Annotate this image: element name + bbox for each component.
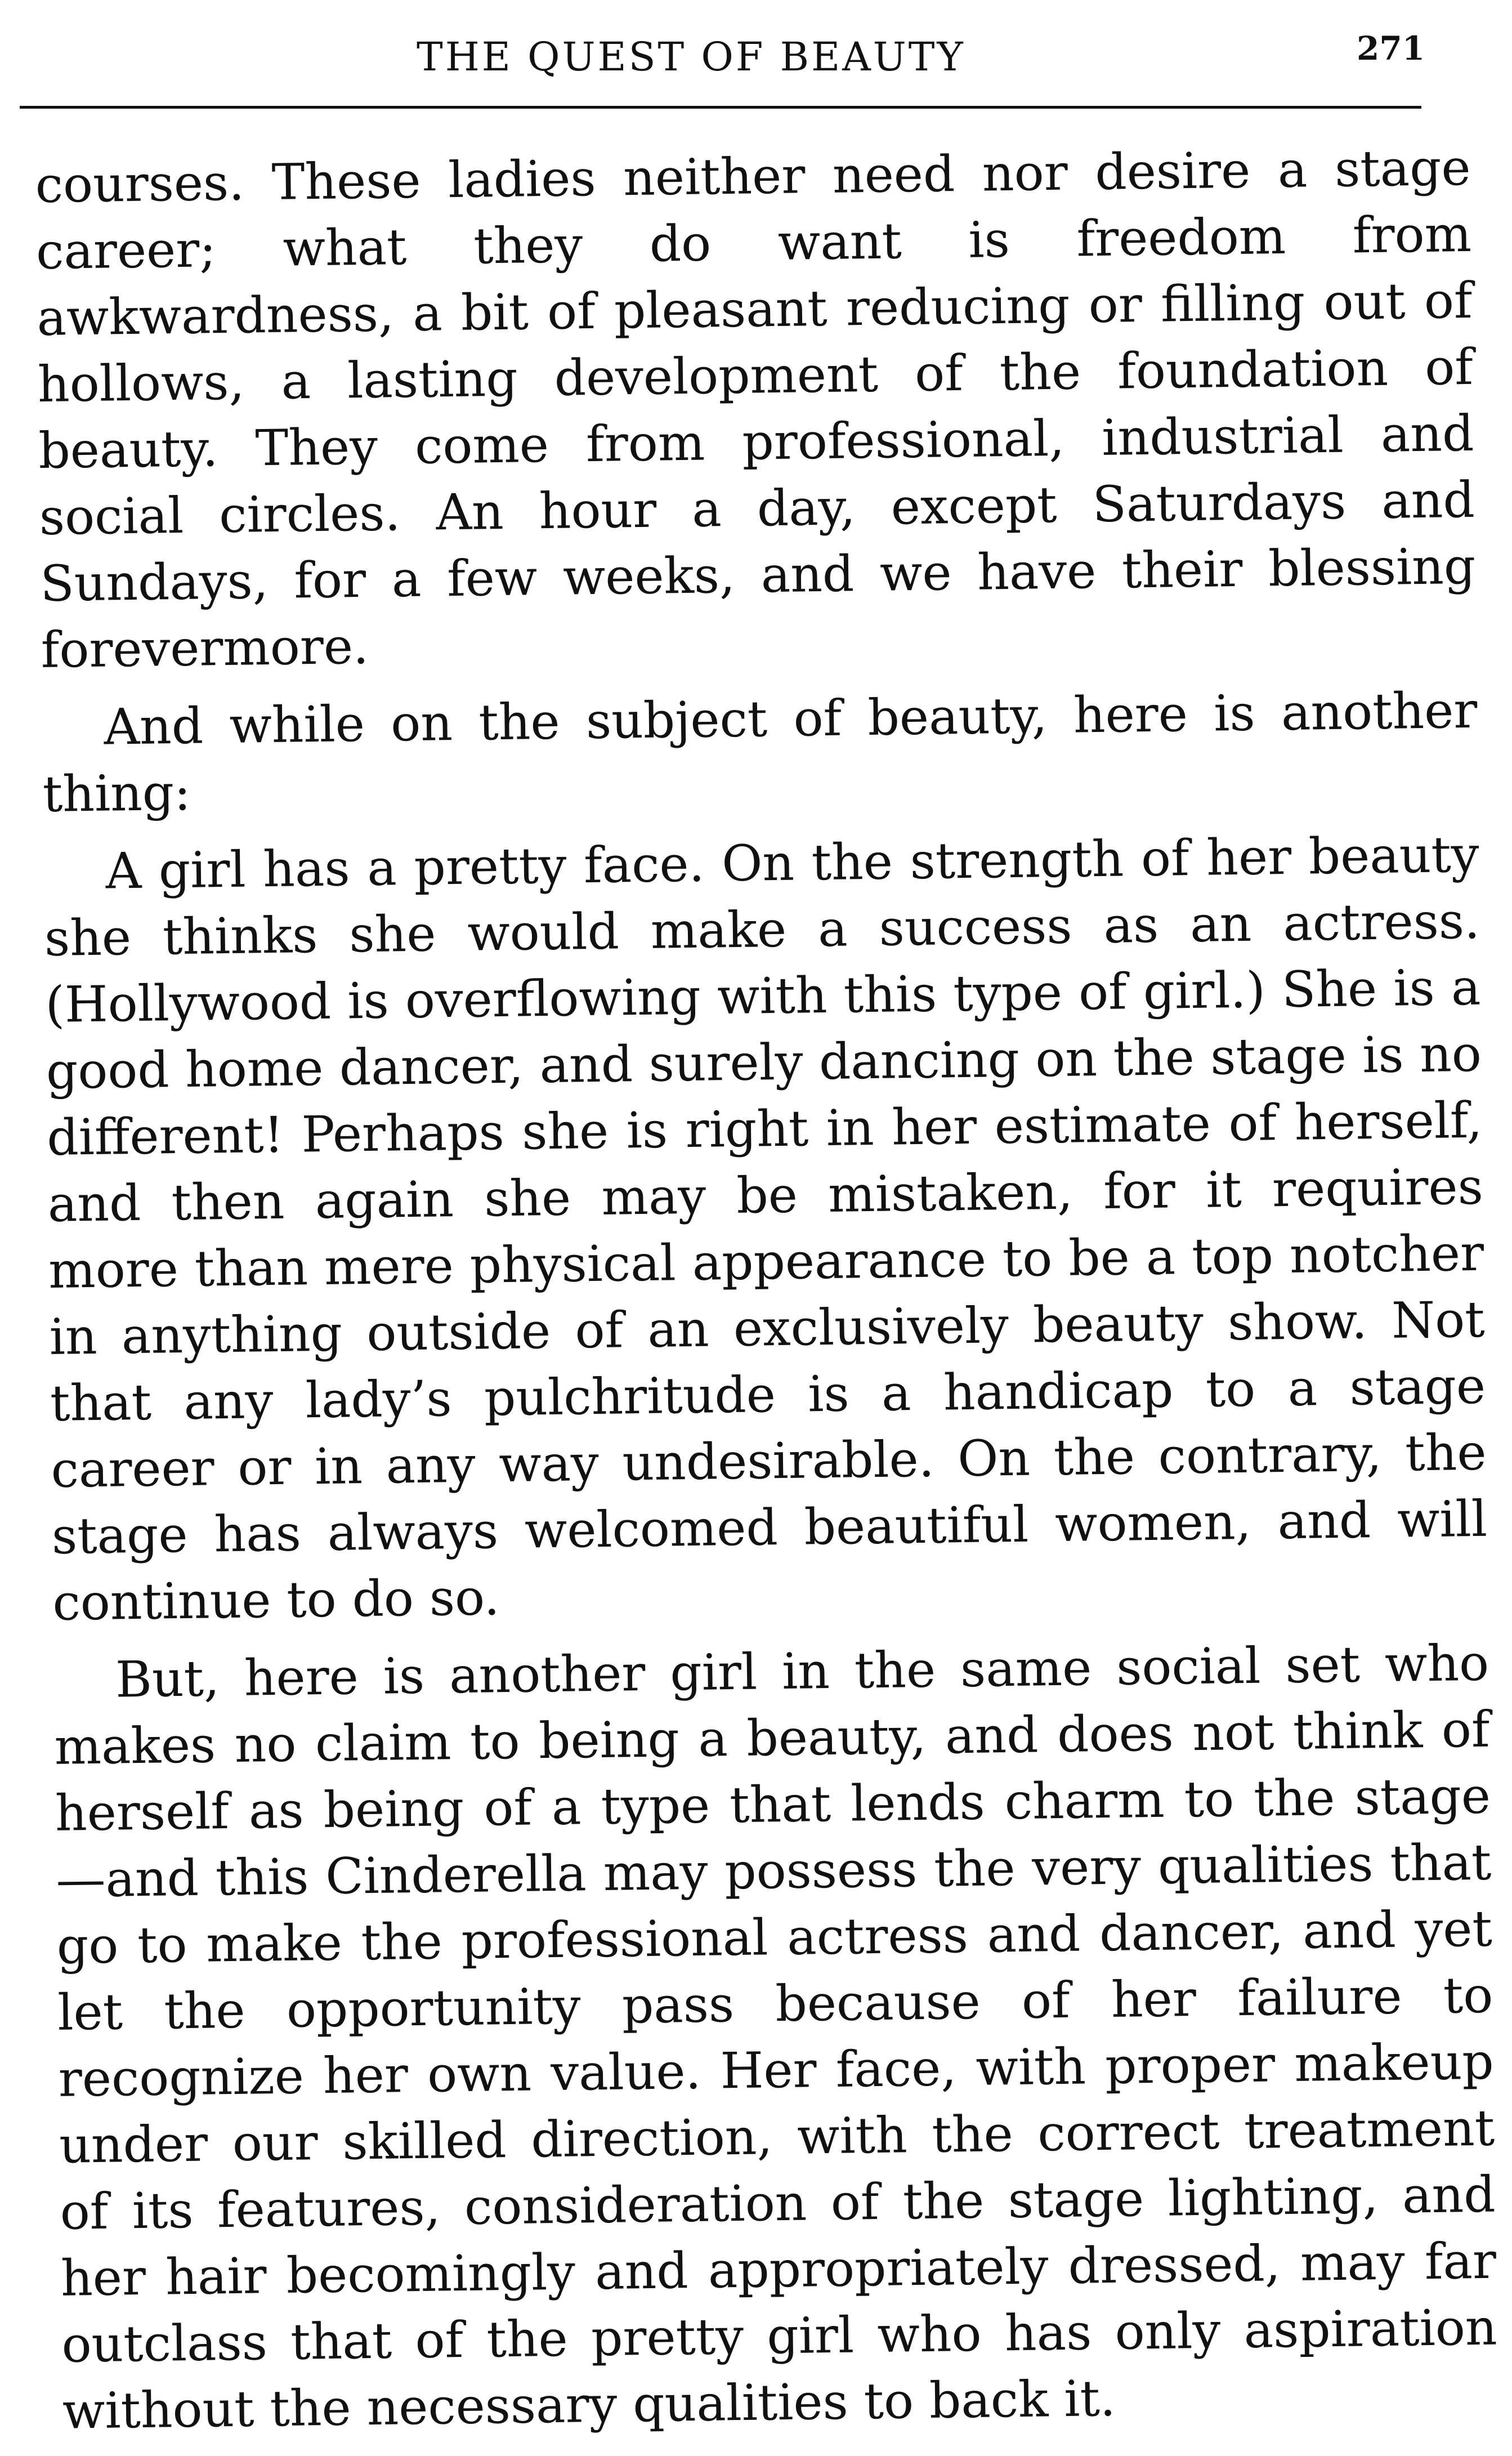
header-rule: [20, 106, 1421, 109]
body-text: [35, 135, 1498, 2456]
paragraph-subject-of-beauty: And while on the subject of beauty, here is another thing:: [42, 681, 1478, 823]
paragraph-pretty-girl: A girl has a pretty face. On the strength of her beauty she thinks she would make a success as an actress. (Hollywood is overflowing with this type of girl.) She is a good home dancer, and surely dancing on the stage is no different! Perhaps she is right in her estimate of herself, and then again she may be mistaken, for it requires more than mere physical appearance to be a top notcher in anything outside of an exclusively beauty show. Not that any lady’s pulchritude is a handicap to a stage career or in any way undesirable. On the contrary, the stage has always welcomed beautiful women, and will continue to do so.: [44, 825, 1488, 1632]
running-header-title: THE QUEST OF BEAUTY: [417, 34, 965, 80]
page-number: 271: [1357, 29, 1425, 68]
paragraph-cinderella: But, here is another girl in the same social set who makes no claim to being a beauty, and does not think of herself as being of a type that lends charm to the stage—and this Cinderella may possess the very qualities that go to make the professional actress and dancer, and yet let the opportunity pass because of her failure to recognize her own value. Her face, with proper makeup under our skilled direction, with the correct treatment of its features, consideration of the stage lighting, and her hair becomingly and appropriately dressed, may far outclass that of the pretty girl who has only aspiration without the necessary qualities to back it.: [53, 1633, 1498, 2440]
paragraph-continued: courses. These ladies neither need nor desire a stage career; what they do want is freedom from awkwardness, a bit of pleasant reducing or filling out of hollows, a lasting development of the foundation of beauty. They come from professional, industrial and social circles. An hour a day, except Saturdays and Sundays, for a few weeks, and we have their blessing forevermore.: [35, 138, 1476, 679]
